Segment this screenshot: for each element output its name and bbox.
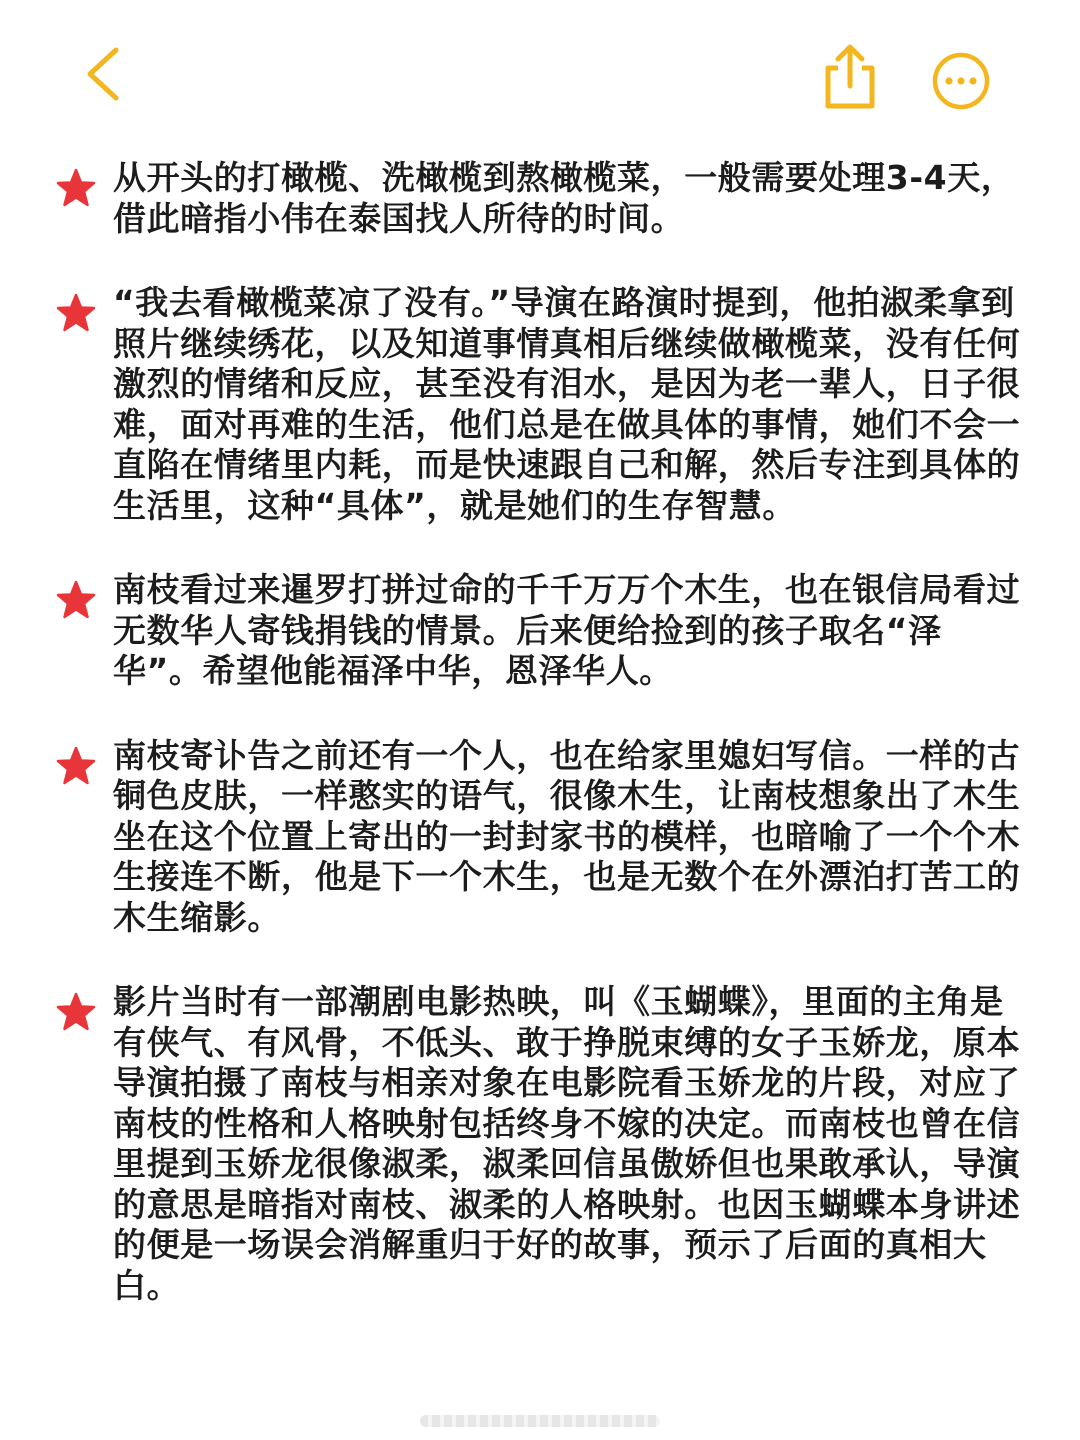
- note-item: [0, 982, 1080, 1306]
- more-button[interactable]: [930, 50, 992, 112]
- note-text: 从开头的打橄榄、洗橄榄到熬橄榄菜，一般需要处理3-4天，借此暗指小伟在泰国找人所待的时间。: [113, 158, 1015, 238]
- note-item: [0, 158, 1080, 239]
- back-button[interactable]: [72, 40, 142, 110]
- note-text: 影片当时有一部潮剧电影热映，叫《玉蝴蝶》，里面的主角是有侠气、有风骨，不低头、敢于挣脱束缚的女子玉娇龙，原本导演拍摄了南枝与相亲对象在电影院看玉娇龙的片段，对应了南枝的性格和人格映射包括终身不嫁的决定。而南枝也曾在信里提到玉娇龙很像淑柔，淑柔回信虽傲娇但也果敢承认，导演的意思是暗指对南枝、淑柔的人格映射。也因玉蝴蝶本身讲述的便是一场误会消解重归于好的故事，预示了后面的真相大白。: [113, 982, 1021, 1305]
- note-text: 南枝看过来暹罗打拼过命的千千万万个木生，也在银信局看过无数华人寄钱捐钱的情景。后来便给捡到的孩子取名“泽华”。希望他能福泽中华，恩泽华人。: [113, 570, 1021, 690]
- red-star-icon: [56, 580, 96, 620]
- share-icon: [818, 42, 882, 112]
- home-indicator[interactable]: [420, 1415, 660, 1427]
- red-star-icon: [56, 168, 96, 208]
- chevron-left-icon: [72, 40, 142, 110]
- red-star-icon: [56, 746, 96, 786]
- note-text: “我去看橄榄菜凉了没有。”导演在路演时提到，他拍淑柔拿到照片继续绣花，以及知道事情真相后继续做橄榄菜，没有任何激烈的情绪和反应，甚至没有泪水，是因为老一辈人，日子很难，面对再难的生活，他们总是在做具体的事情，她们不会一直陷在情绪里内耗，而是快速跟自己和解，然后专注到具体的生活里，这种“具体”，就是她们的生存智慧。: [113, 283, 1021, 525]
- share-button[interactable]: [818, 42, 882, 112]
- top-toolbar: [0, 0, 1080, 150]
- note-item: [0, 570, 1080, 692]
- note-text: 南枝寄讣告之前还有一个人，也在给家里媳妇写信。一样的古铜色皮肤，一样憨实的语气，很像木生，让南枝想象出了木生坐在这个位置上寄出的一封封家书的模样，也暗喻了一个个木生接连不断，他是下一个木生，也是无数个在外漂泊打苦工的木生缩影。: [113, 735, 1021, 937]
- more-icon: [930, 50, 992, 112]
- note-content: [0, 150, 1080, 1350]
- red-star-icon: [56, 992, 96, 1032]
- note-item: [0, 283, 1080, 526]
- note-item: [0, 736, 1080, 939]
- red-star-icon: [56, 293, 96, 333]
